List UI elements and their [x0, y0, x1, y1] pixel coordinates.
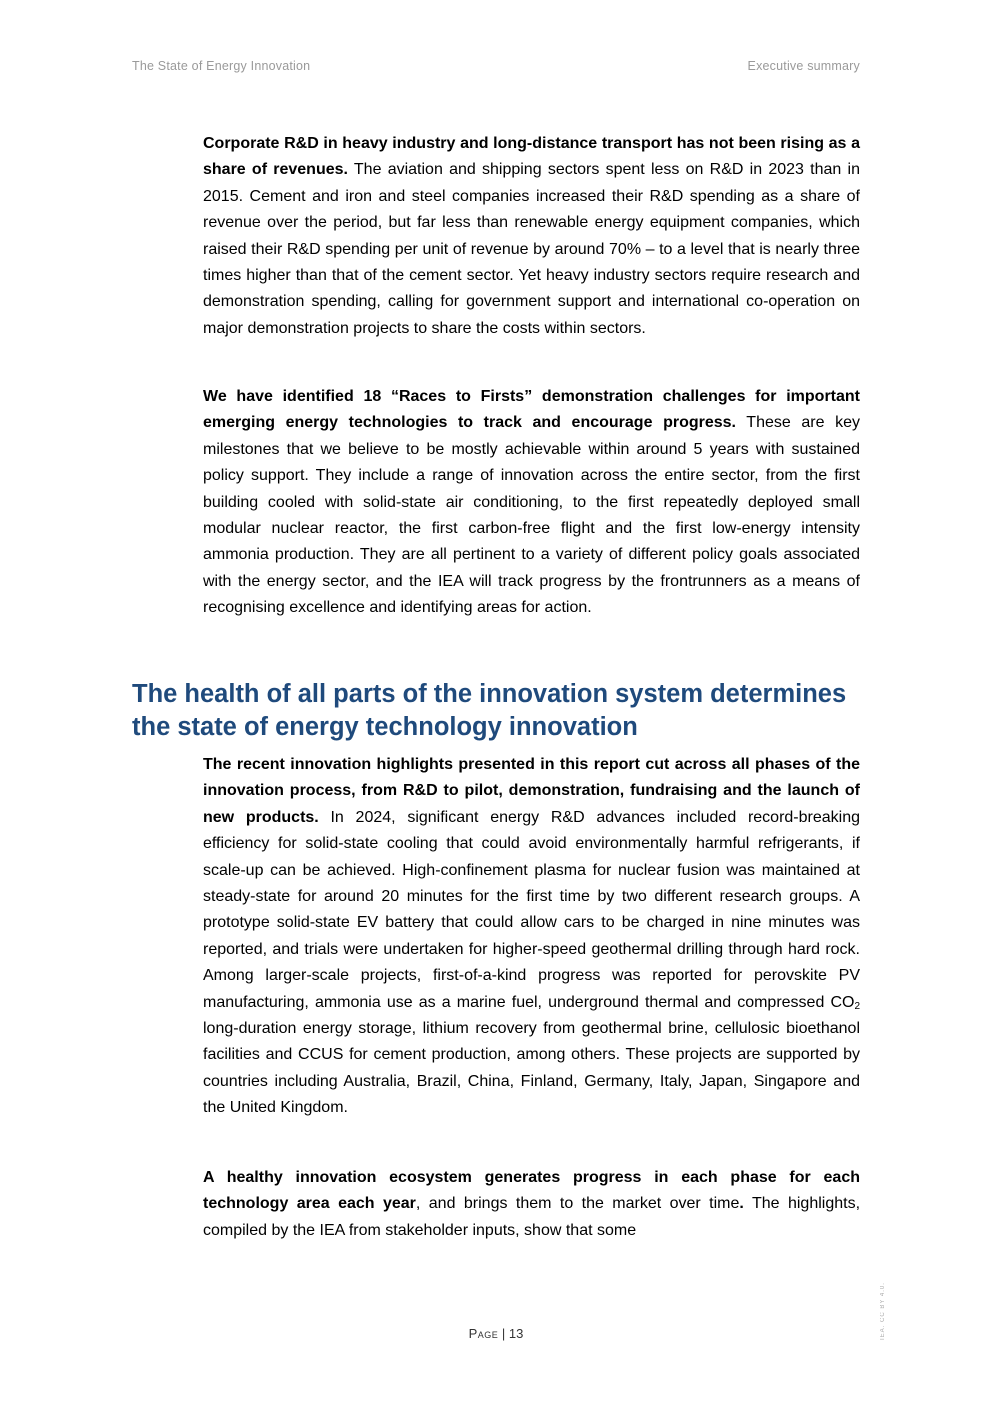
running-header [132, 59, 860, 75]
paragraph-body-continued: The highlights, compiled by the IEA from stakeholder inputs, show that some [203, 1195, 861, 1239]
bold-period: . [739, 1195, 744, 1213]
paragraph-innovation-highlights [203, 752, 860, 1122]
paragraph-body: , and brings them to the market over time [415, 1195, 740, 1213]
page-separator: | [498, 1326, 509, 1341]
co2-subscript: 2 [854, 1000, 860, 1012]
paragraph-races-to-firsts [203, 384, 860, 622]
page-footer [0, 1326, 992, 1341]
paragraph-lead: A healthy innovation ecosystem generates progress in each phase for each technology area each year [203, 1169, 860, 1213]
page-label: Page [468, 1326, 499, 1341]
paragraph-body: In 2024, significant energy R&D advances included record-breaking efficiency for solid-state cooling that could avoid environmentally harmful refrigerants, if scale-up can be achieved. High-confinement plasma for nuclear fusion was maintained at steady-state for around 20 minutes for the first time by two different research groups. A prototype solid-state EV battery that could allow cars to be charged in nine minutes was reported, and trials were undertaken for higher-speed geothermal drilling through hard rock. Among larger-scale projects, first-of-a-kind progress was reported for perovskite PV manufacturing, ammonia use as a marine fuel, underground thermal and compressed CO [203, 808, 861, 1011]
report-title: The State of Energy Innovation [132, 59, 311, 73]
paragraph-lead: The recent innovation highlights presented in this report cut across all phases of the innovation process, from R&D to pilot, demonstration, fundraising and the launch of new products. [203, 756, 860, 826]
paragraph-body: These are key milestones that we believe to be mostly achievable within around 5 years with sustained policy support. They include a range of innovation across the entire sector, from the first building cooled with solid-state air conditioning, to the first repeatedly deployed small modular nuclear reactor, the first carbon-free flight and the first low-energy intensity ammonia production. They are all pertinent to a variety of different policy goals associated with the energy sector, and the IEA will track progress by the frontrunners as a means of recognising excellence and identifying areas for action. [203, 414, 861, 617]
paragraph-lead: We have identified 18 “Races to Firsts” demonstration challenges for important emerging energy technologies to track and encourage progress. [203, 388, 860, 432]
paragraph-lead: Corporate R&D in heavy industry and long-distance transport has not been rising as a share of revenues. [203, 135, 860, 179]
paragraph-body: The aviation and shipping sectors spent less on R&D in 2023 than in 2015. Cement and iron and steel companies increased their R&D spending as a share of revenue over the period, but far less than renewable energy equipment companies, which raised their R&D spending per unit of revenue by around 70% – to a level that is nearly three times higher than that of the cement sector. Yet heavy industry sectors require research and demonstration spending, calling for government support and international co-operation on major demonstration projects to share the costs within sectors. [203, 161, 860, 337]
section-name: Executive summary [747, 59, 860, 73]
page-number: 13 [508, 1326, 524, 1341]
section-heading: The health of all parts of the innovation system determines the state of energy technology innovation [132, 680, 847, 741]
paragraph-corporate-rd [203, 131, 860, 342]
paragraph-healthy-ecosystem [203, 1165, 860, 1244]
paragraph-body-continued: long-duration energy storage, lithium recovery from geothermal brine, cellulosic bioethanol facilities and CCUS for cement production, among others. These projects are supported by countries including Australia, Brazil, China, Finland, Germany, Italy, Japan, Singapore and the United Kingdom. [203, 1020, 860, 1117]
license-mark: IEA. CC BY 4.0. [880, 1282, 886, 1340]
